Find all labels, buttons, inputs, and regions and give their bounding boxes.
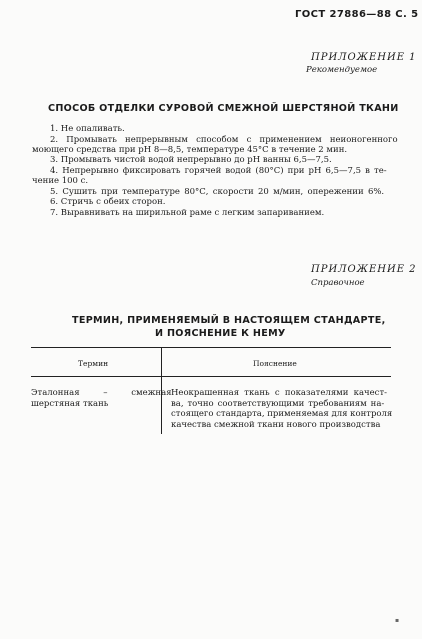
explanation-cell-line: качества смежной ткани нового производства (171, 420, 381, 430)
appendix-2-label: ПРИЛОЖЕНИЕ 2 (311, 264, 417, 275)
paragraph-line: 7. Выравнивать на ширильной раме с легким запариванием. (50, 208, 325, 218)
explanation-cell-line: стоящего стандарта, применяемая для контроля (171, 409, 393, 419)
appendix-2-title-line-1: ТЕРМИН, ПРИМЕНЯЕМЫЙ В НАСТОЯЩЕМ СТАНДАРТЕ, (72, 315, 386, 326)
scan-mark: ▪ (395, 617, 400, 624)
paragraph-line: 1. Не опаливать. (50, 124, 125, 134)
paragraph-line: 6. Стричь с обеих сторон. (50, 197, 166, 207)
term-cell-line: шерстяная ткань (31, 399, 109, 409)
appendix-2-status: Справочное (311, 278, 365, 288)
column-header-explanation: Пояснение (253, 359, 297, 368)
page-header: ГОСТ 27886—88 С. 5 (295, 9, 419, 20)
term-cell-line: Эталонная – смежная (31, 388, 172, 398)
table-top-rule (31, 347, 391, 348)
appendix-1-status: Рекомендуемое (306, 65, 378, 75)
paragraph-line: моющего средства при рН 8—8,5, температуре 45°С в течение 2 мин. (32, 145, 348, 155)
paragraph-line: 4. Непрерывно фиксировать горячей водой (80°С) при рН 6,5—7,5 в те- (50, 166, 387, 176)
appendix-1-title: СПОСОБ ОТДЕЛКИ СУРОВОЙ СМЕЖНОЙ ШЕРСТЯНОЙ ТКАНИ (48, 103, 399, 114)
paragraph-line: 5. Сушить при температуре 80°С, скорости 20 м/мин, опережении 6%. (50, 187, 385, 197)
appendix-2-title-line-2: И ПОЯСНЕНИЕ К НЕМУ (155, 328, 286, 339)
appendix-1-label: ПРИЛОЖЕНИЕ 1 (311, 52, 417, 63)
paragraph-line: 3. Промывать чистой водой непрерывно до рН ванны 6,5—7,5. (50, 155, 332, 165)
explanation-cell-line: Неокрашенная ткань с показателями качест- (171, 388, 388, 398)
explanation-cell-line: ва, точно соответствующими требованиям на- (171, 399, 385, 409)
column-header-term: Термин (78, 359, 109, 368)
paragraph-line: чение 100 с. (32, 176, 89, 186)
table-header-rule (31, 376, 391, 377)
paragraph-line: 2. Промывать непрерывным способом с применением неионогенного (50, 135, 398, 145)
